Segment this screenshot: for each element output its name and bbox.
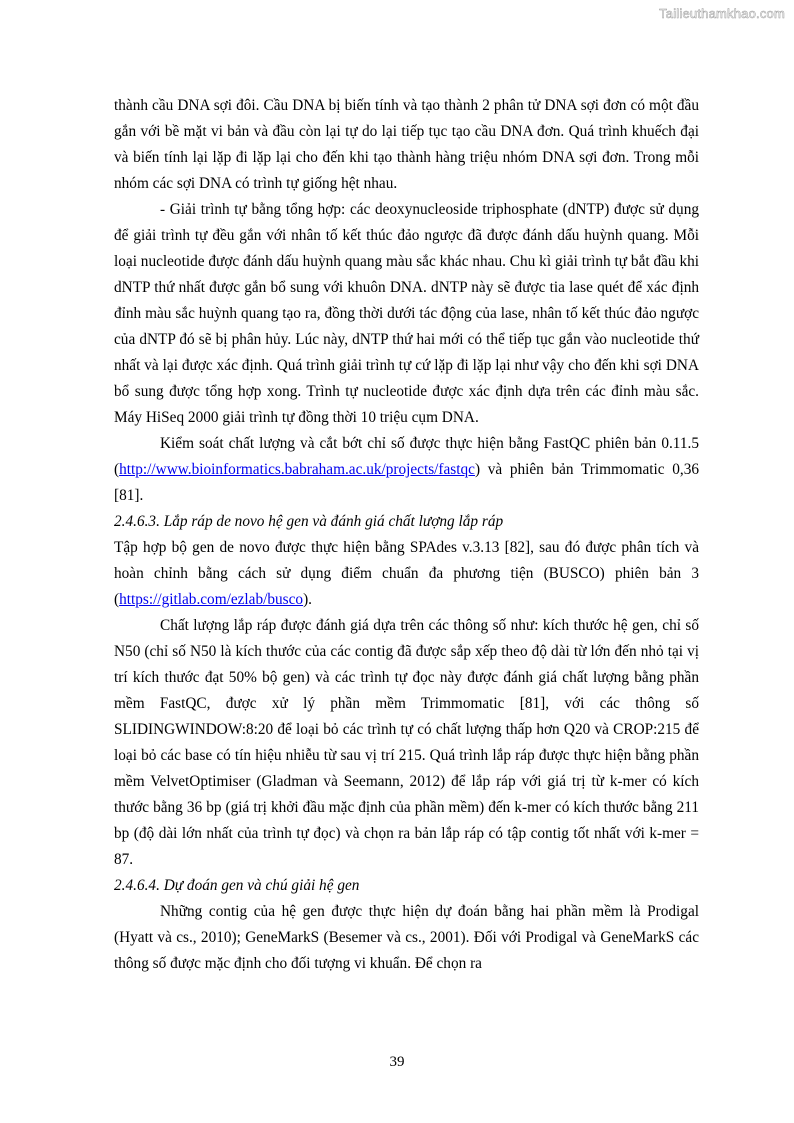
section-heading-assembly: 2.4.6.3. Lắp ráp de novo hệ gen và đánh giá chất lượng lắp ráp [114, 513, 504, 530]
watermark: Tailieuthamkhao.com [659, 6, 785, 21]
section-heading-gene-prediction: 2.4.6.4. Dự đoán gen và chú giải hệ gen [114, 877, 360, 894]
text-segment: ) và phiên bản Trimmomatic 0,36 [81]. [114, 461, 699, 504]
paragraph-dna-bridge: thành cầu DNA sợi đôi. Cầu DNA bị biến tính và tạo thành 2 phân tử DNA sợi đơn có một đầu gắn với bề mặt vi bản và đầu còn lại tự do lại tiếp tục tạo cầu DNA đơn. Quá trình khuếch đại và biến tính lại lặp đi lặp lại cho đến khi tạo thành hàng triệu nhóm DNA sợi đơn. Trong mỗi nhóm các sợi DNA có trình tự giống hệt nhau. [114, 97, 699, 192]
paragraph-gene-prediction: Những contig của hệ gen được thực hiện dự đoán bằng hai phần mềm là Prodigal (Hyatt và cs., 2010); GeneMarkS (Besemer và cs., 2001). Đối với Prodigal và GeneMarkS các thông số được mặc định cho đối tượng vi khuẩn. Để chọn ra [114, 903, 699, 972]
fastqc-link[interactable]: http://www.bioinformatics.babraham.ac.uk/projects/fastqc [119, 461, 475, 478]
text-segment: Tập hợp bộ gen de novo được thực hiện bằng SPAdes v.3.13 [82], sau đó được phân tích và hoàn chỉnh bằng cách sử dụng điểm chuẩn đa phương tiện (BUSCO) phiên bản 3 ( [114, 539, 699, 608]
paragraph-spades-assembly [114, 535, 699, 613]
busco-link[interactable]: https://gitlab.com/ezlab/busco [119, 591, 304, 608]
paragraph-assembly-quality: Chất lượng lắp ráp được đánh giá dựa trên các thông số như: kích thước hệ gen, chỉ số N50 (chỉ số N50 là kích thước của các contig đã được sắp xếp theo độ dài từ lớn đến nhỏ tại vị trí kích thước đạt 50% bộ gen) và các trình tự đọc này được đánh giá chất lượng bằng phần mềm FastQC, được xử lý phần mềm Trimmomatic [81], với các thông số SLIDINGWINDOW:8:20 để loại bỏ các trình tự có chất lượng thấp hơn Q20 và CROP:215 để loại bỏ các base có tín hiệu nhiễu từ sau vị trí 215. Quá trình lắp ráp được thực hiện bằng phần mềm VelvetOptimiser (Gladman và Seemann, 2012) để lắp ráp với giá trị từ k-mer có kích thước bằng 36 bp (giá trị khởi đầu mặc định của phần mềm) đến k-mer có kích thước bằng 211 bp (độ dài lớn nhất của trình tự đọc) và chọn ra bản lắp ráp có tập contig tốt nhất với k-mer = 87. [114, 617, 699, 868]
paragraph-sequencing-by-synthesis: - Giải trình tự bằng tổng hợp: các deoxynucleoside triphosphate (dNTP) được sử dụng để giải trình tự đều gắn với nhân tố kết thúc đảo ngược đã được đánh dấu huỳnh quang. Mỗi loại nucleotide được đánh dấu huỳnh quang màu sắc khác nhau. Chu kì giải trình tự bắt đầu khi dNTP thứ nhất được gắn bổ sung với khuôn DNA. dNTP này sẽ được tia lase quét để xác định đỉnh màu sắc huỳnh quang tạo ra, đồng thời dưới tác động của lase, nhân tố kết thúc đảo ngược của dNTP đó sẽ bị phân hủy. Lúc này, dNTP thứ hai mới có thể tiếp tục gắn vào nucleotide thứ nhất và lại được xác định. Quá trình giải trình tự cứ lặp đi lặp lại như vậy cho đến khi sợi DNA bổ sung được tổng hợp xong. Trình tự nucleotide được xác định dựa trên các đỉnh màu sắc. Máy HiSeq 2000 giải trình tự đồng thời 10 triệu cụm DNA. [114, 201, 699, 426]
paragraph-quality-control [114, 431, 699, 509]
text-segment: ). [303, 591, 312, 608]
page-number: 39 [389, 1054, 405, 1070]
text-segment: Kiểm soát chất lượng và cắt bớt chỉ số được thực hiện bằng FastQC phiên bản 0.11.5 ( [114, 435, 699, 478]
document-body [114, 93, 699, 977]
